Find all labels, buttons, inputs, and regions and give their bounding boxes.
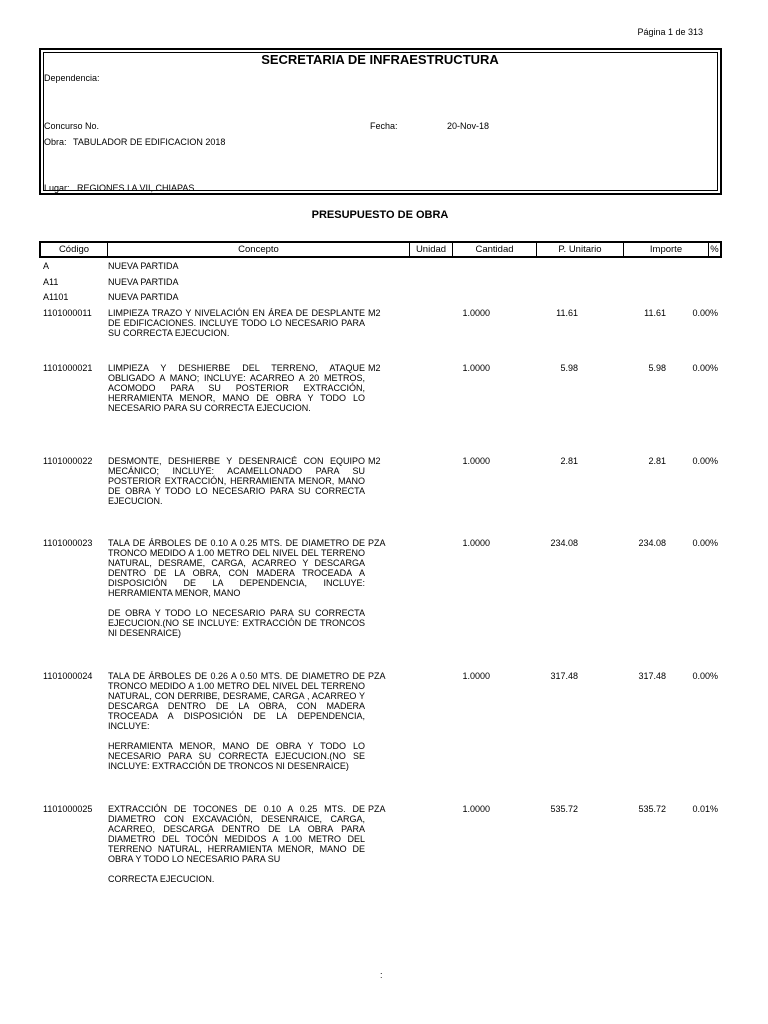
- item-quantity: 1.0000: [462, 538, 490, 548]
- partida-code: A1101: [43, 292, 69, 302]
- item-code: 1101000022: [43, 456, 93, 466]
- table-header: [39, 241, 722, 258]
- item-unit-price: 2.81: [560, 456, 578, 466]
- concept-paragraph: EXTRACCIÓN DE TOCONES DE 0.10 A 0.25 MTS. DE DIAMETRO CON EXCAVACIÓN, DESENRAICE, CARGA, ACARREO, DESCARGA DENTRO DE LA OBRA PARA DIAMETRO DEL TOCÓN MEDIDOS A 1.00 METRO DEL TERRENO NATURAL, HERRAMIENTA MENOR, MANO DE OBRA Y TODO LO NECESARIO PARA SU: [108, 804, 365, 864]
- item-percent: 0.00%: [692, 456, 718, 466]
- item-percent: 0.01%: [692, 804, 718, 814]
- header-percent: %: [710, 244, 719, 255]
- concept-paragraph: TALA DE ÁRBOLES DE 0.10 A 0.25 MTS. DE DIAMETRO DE TRONCO MEDIDO A 1.00 METRO DEL NIVEL DEL TERRENO NATURAL, DESRAME, CARGA, ACARREO Y DESCARGA DENTRO DE LA OBRA, CON MADERA TROCEADA A DISPOSICIÓN DE LA DEPENDENCIA, INCLUYE: HERRAMIENTA MENOR, MANO: [108, 538, 365, 598]
- header-codigo: Código: [41, 243, 108, 256]
- concept-paragraph: HERRAMIENTA MENOR, MANO DE OBRA Y TODO LO NECESARIO PARA SU CORRECTA EJECUCION.(NO SE INCLUYE: EXTRACCIÓN DE TRONCOS NI DESENRAICE): [108, 741, 365, 771]
- item-unit-price: 234.08: [550, 538, 578, 548]
- concept-paragraph: TALA DE ÁRBOLES DE 0.26 A 0.50 MTS. DE DIAMETRO DE TRONCO MEDIDO A 1.00 METRO DEL NIVEL DEL TERRENO NATURAL, CON DERRIBE, DESRAME, CARGA , ACARREO Y DESCARGA DENTRO DE LA OBRA, CON MADERA TROCEADA A DISPOSICIÓN DE LA DEPENDENCIA, INCLUYE:: [108, 671, 365, 731]
- obra-value: TABULADOR DE EDIFICACION 2018: [73, 137, 226, 147]
- lugar-value: REGIONES I A VII, CHIAPAS.: [77, 183, 197, 193]
- lugar-label: Lugar:: [44, 183, 70, 193]
- header-concepto: Concepto: [108, 243, 410, 256]
- item-unit-price: 11.61: [556, 308, 578, 318]
- item-unit: PZA: [368, 671, 386, 681]
- item-code: 1101000025: [43, 804, 93, 814]
- item-percent: 0.00%: [692, 538, 718, 548]
- item-unit: M2: [368, 363, 381, 373]
- item-amount: 11.61: [644, 308, 666, 318]
- header-unidad: Unidad: [410, 243, 453, 256]
- item-concept: [108, 538, 365, 638]
- item-unit: PZA: [368, 538, 386, 548]
- item-unit-price: 535.72: [550, 804, 578, 814]
- dependencia-label: Dependencia:: [44, 73, 100, 83]
- item-code: 1101000023: [43, 538, 93, 548]
- item-unit: PZA: [368, 804, 386, 814]
- item-amount: 234.08: [638, 538, 666, 548]
- item-concept: [108, 363, 365, 413]
- header-importe: Importe: [624, 243, 709, 256]
- item-percent: 0.00%: [692, 308, 718, 318]
- item-amount: 5.98: [648, 363, 666, 373]
- item-code: 1101000024: [43, 671, 93, 681]
- obra-label: Obra:: [44, 137, 67, 147]
- item-code: 1101000021: [43, 363, 93, 373]
- fecha-label: Fecha:: [370, 121, 398, 131]
- item-amount: 535.72: [638, 804, 666, 814]
- partida-code: A11: [43, 277, 59, 287]
- fecha-value: 20-Nov-18: [447, 121, 490, 131]
- item-unit-price: 317.48: [550, 671, 578, 681]
- item-concept: [108, 308, 365, 338]
- footer-mark: :: [380, 970, 383, 980]
- concept-paragraph: LIMPIEZA Y DESHIERBE DEL TERRENO, ATAQUE OBLIGADO A MANO; INCLUYE: ACARREO A 20 METROS, ACOMODO PARA SU POSTERIOR EXTRACCIÓN, HERRAMIENTA MENOR, MANO DE OBRA Y TODO LO NECESARIO PARA SU CORRECTA EJECUCION.: [108, 363, 365, 413]
- item-percent: 0.00%: [692, 363, 718, 373]
- concept-paragraph: DESMONTE, DESHIERBE Y DESENRAICÉ CON EQUIPO MECÁNICO; INCLUYE: ACAMELLONADO PARA SU POSTERIOR EXTRACCIÓN, HERRAMIENTA MENOR, MANO DE OBRA Y TODO LO NECESARIO PARA SU CORRECTA EJECUCION.: [108, 456, 365, 506]
- concept-paragraph: LIMPIEZA TRAZO Y NIVELACIÓN EN ÁREA DE DESPLANTE DE EDIFICACIONES. INCLUYE TODO LO NECESARIO PARA SU CORRECTA EJECUCION.: [108, 308, 365, 338]
- partida-concept: NUEVA PARTIDA: [108, 277, 179, 287]
- concurso-label: Concurso No.: [44, 121, 100, 131]
- organization-title: SECRETARIA DE INFRAESTRUCTURA: [261, 52, 499, 67]
- item-concept: [108, 671, 365, 771]
- item-quantity: 1.0000: [462, 804, 490, 814]
- item-unit: M2: [368, 456, 381, 466]
- concept-paragraph: CORRECTA EJECUCION.: [108, 874, 215, 884]
- document-title: PRESUPUESTO DE OBRA: [311, 209, 449, 221]
- item-quantity: 1.0000: [462, 363, 490, 373]
- item-concept: [108, 456, 365, 506]
- item-unit: M2: [368, 308, 381, 318]
- header-cantidad: Cantidad: [453, 243, 537, 256]
- item-amount: 2.81: [648, 456, 666, 466]
- header-p-unitario: P. Unitario: [537, 243, 624, 256]
- partida-concept: NUEVA PARTIDA: [108, 261, 179, 271]
- item-concept: [108, 804, 365, 884]
- item-amount: 317.48: [638, 671, 666, 681]
- item-quantity: 1.0000: [462, 308, 490, 318]
- partida-code: A: [43, 261, 50, 271]
- concept-paragraph: DE OBRA Y TODO LO NECESARIO PARA SU CORRECTA EJECUCION.(NO SE INCLUYE: EXTRACCIÓN DE TRONCOS NI DESENRAICE): [108, 608, 365, 638]
- item-percent: 0.00%: [692, 671, 718, 681]
- item-unit-price: 5.98: [560, 363, 578, 373]
- item-code: 1101000011: [43, 308, 92, 318]
- item-quantity: 1.0000: [462, 671, 490, 681]
- page-number: Página 1 de 313: [637, 27, 703, 37]
- partida-concept: NUEVA PARTIDA: [108, 292, 179, 302]
- item-quantity: 1.0000: [462, 456, 490, 466]
